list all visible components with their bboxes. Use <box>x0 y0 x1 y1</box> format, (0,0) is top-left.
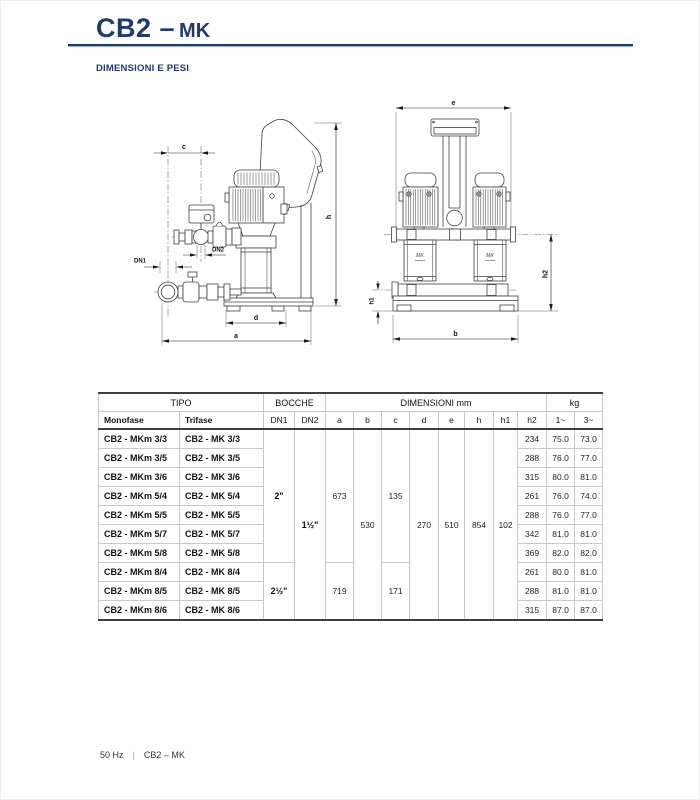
side-view-drawing <box>96 96 351 356</box>
col-h2: h2 <box>518 412 547 430</box>
col-d: d <box>410 412 439 430</box>
page-footer <box>100 750 185 760</box>
cell-monofase: CB2 - MKm 3/3 <box>99 429 180 449</box>
cell-h2: 288 <box>518 506 547 525</box>
cell-kg3: 81.0 <box>575 525 603 544</box>
cell-b: 530 <box>354 429 382 620</box>
cell-h2: 234 <box>518 429 547 449</box>
cell-kg1: 76.0 <box>547 487 575 506</box>
col-kg3: 3~ <box>575 412 603 430</box>
col-b: b <box>354 412 382 430</box>
dim-label-h1: h1 <box>369 297 376 305</box>
cell-trifase: CB2 - MK 5/8 <box>180 544 264 563</box>
cell-trifase: CB2 - MK 3/5 <box>180 449 264 468</box>
group-header-bocche: BOCCHE <box>264 393 326 412</box>
col-h: h <box>465 412 494 430</box>
front-view-drawing <box>366 96 636 356</box>
page-title-sub: MK <box>179 20 211 42</box>
cell-kg3: 77.0 <box>575 506 603 525</box>
cell-h2: 261 <box>518 563 547 582</box>
cell-monofase: CB2 - MKm 5/4 <box>99 487 180 506</box>
cell-h2: 315 <box>518 468 547 487</box>
cell-monofase: CB2 - MKm 3/6 <box>99 468 180 487</box>
dim-label-e: e <box>451 100 456 107</box>
cell-h2: 369 <box>518 544 547 563</box>
cell-kg1: 76.0 <box>547 506 575 525</box>
dim-label-d: d <box>253 315 259 322</box>
col-kg1: 1~ <box>547 412 575 430</box>
col-h1: h1 <box>494 412 518 430</box>
cell-kg1: 76.0 <box>547 449 575 468</box>
cell-monofase: CB2 - MKm 5/8 <box>99 544 180 563</box>
cell-d: 270 <box>410 429 439 620</box>
cell-h1: 102 <box>494 429 518 620</box>
cell-kg3: 74.0 <box>575 487 603 506</box>
cell-c-group2: 171 <box>382 563 410 621</box>
cell-dn2: 1½" <box>295 429 326 620</box>
table-row <box>99 429 603 449</box>
title-rule <box>68 44 633 47</box>
col-trifase: Trifase <box>180 412 264 430</box>
dim-label-a: a <box>234 333 238 340</box>
cell-h2: 342 <box>518 525 547 544</box>
cell-kg1: 75.0 <box>547 429 575 449</box>
dim-label-c: c <box>182 144 186 151</box>
cell-monofase: CB2 - MKm 8/4 <box>99 563 180 582</box>
cell-c-group1: 135 <box>382 429 410 563</box>
cell-kg3: 81.0 <box>575 468 603 487</box>
cell-e: 510 <box>439 429 465 620</box>
dimensions-table <box>98 392 603 621</box>
page-title-main: CB2 – <box>96 13 176 43</box>
cell-a-group1: 673 <box>326 429 354 563</box>
footer-doc-title: CB2 – MK <box>143 750 185 760</box>
cell-trifase: CB2 - MK 3/6 <box>180 468 264 487</box>
cell-a-group2: 719 <box>326 563 354 621</box>
pump-logo-left: MK <box>416 253 424 259</box>
section-heading: DIMENSIONI E PESI <box>96 63 190 74</box>
cell-kg1: 81.0 <box>547 582 575 601</box>
cell-trifase: CB2 - MK 5/4 <box>180 487 264 506</box>
col-c: c <box>382 412 410 430</box>
col-e: e <box>439 412 465 430</box>
cell-h: 854 <box>465 429 494 620</box>
table-column-header-row <box>99 412 603 430</box>
col-dn1: DN1 <box>264 412 295 430</box>
col-dn2: DN2 <box>295 412 326 430</box>
cell-kg1: 80.0 <box>547 563 575 582</box>
dim-label-h: h <box>326 214 333 220</box>
cell-kg1: 80.0 <box>547 468 575 487</box>
table-group-header-row <box>99 393 603 412</box>
cell-h2: 261 <box>518 487 547 506</box>
footer-separator: | <box>132 750 135 760</box>
dim-label-h2: h2 <box>542 269 550 279</box>
cell-h2: 315 <box>518 601 547 621</box>
cell-dn1-group1: 2" <box>264 429 295 563</box>
group-header-tipo: TIPO <box>170 397 192 408</box>
cell-trifase: CB2 - MK 8/4 <box>180 563 264 582</box>
cell-monofase: CB2 - MKm 8/5 <box>99 582 180 601</box>
cell-trifase: CB2 - MK 5/7 <box>180 525 264 544</box>
cell-kg3: 77.0 <box>575 449 603 468</box>
cell-kg1: 82.0 <box>547 544 575 563</box>
cell-monofase: CB2 - MKm 3/5 <box>99 449 180 468</box>
cell-monofase: CB2 - MKm 5/5 <box>99 506 180 525</box>
cell-trifase: CB2 - MK 5/5 <box>180 506 264 525</box>
cell-kg1: 87.0 <box>547 601 575 621</box>
dim-label-b: b <box>453 331 458 338</box>
cell-h2: 288 <box>518 449 547 468</box>
col-monofase: Monofase <box>99 412 180 430</box>
cell-kg3: 73.0 <box>575 429 603 449</box>
dim-label-dn1: DN1 <box>134 258 147 265</box>
table-row <box>99 563 603 582</box>
cell-h2: 288 <box>518 582 547 601</box>
pump-logo-right: MK <box>486 253 494 259</box>
group-header-dimensioni: DIMENSIONI mm <box>326 393 547 412</box>
cell-dn1-group2: 2½" <box>264 563 295 621</box>
cell-kg3: 81.0 <box>575 582 603 601</box>
cell-trifase: CB2 - MK 8/5 <box>180 582 264 601</box>
group-header-kg: kg <box>547 393 603 412</box>
page-title <box>96 13 210 44</box>
footer-frequency: 50 Hz <box>100 750 124 760</box>
cell-trifase: CB2 - MK 8/6 <box>180 601 264 621</box>
cell-kg3: 81.0 <box>575 563 603 582</box>
dimensions-table-wrap <box>98 392 603 621</box>
cell-kg3: 87.0 <box>575 601 603 621</box>
dim-label-dn2: DN2 <box>212 247 225 254</box>
cell-kg1: 81.0 <box>547 525 575 544</box>
cell-monofase: CB2 - MKm 8/6 <box>104 605 168 615</box>
col-a: a <box>326 412 354 430</box>
cell-trifase: CB2 - MK 3/3 <box>180 429 264 449</box>
cell-monofase: CB2 - MKm 5/7 <box>99 525 180 544</box>
cell-kg3: 82.0 <box>575 544 603 563</box>
